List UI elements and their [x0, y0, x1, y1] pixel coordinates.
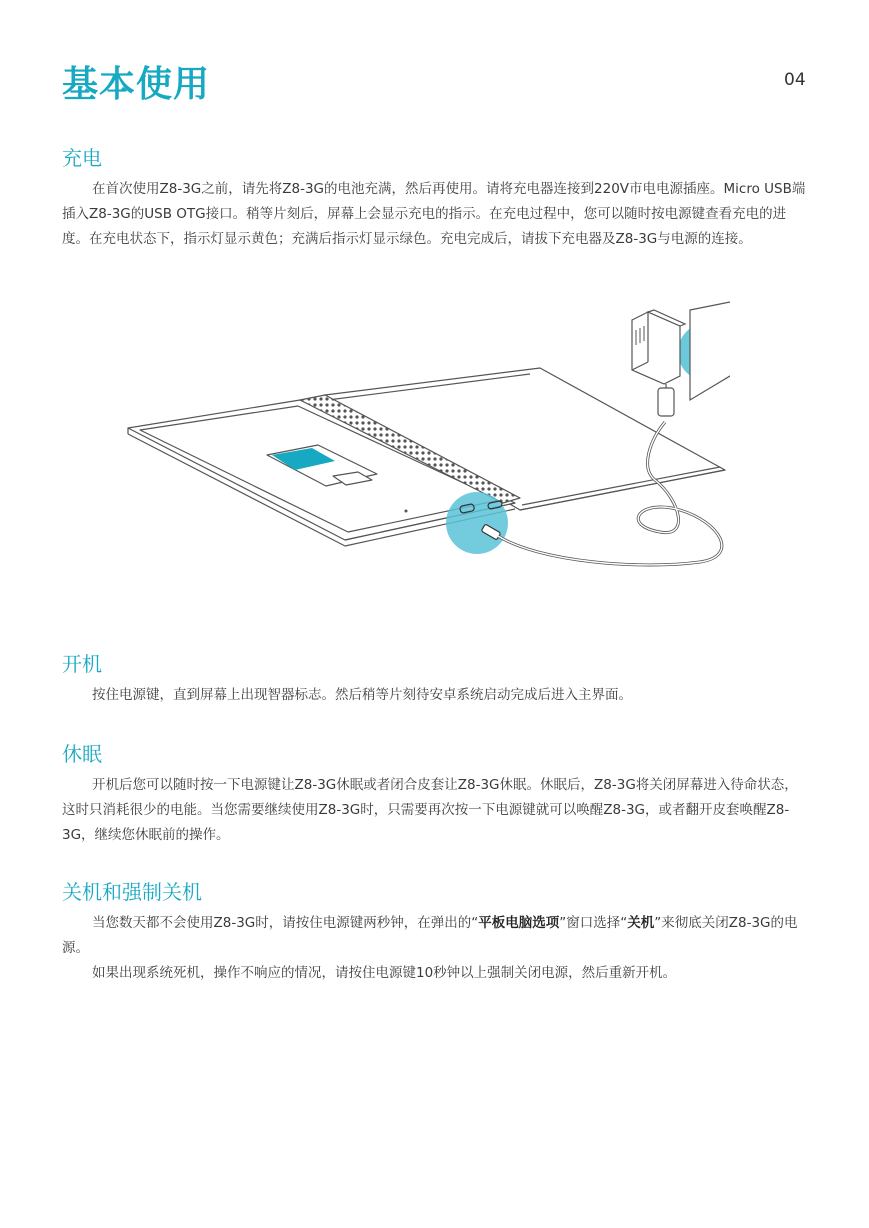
- section-heading-shutdown: 关机和强制关机: [62, 880, 202, 904]
- shutdown-text-3: ”来彻底关闭Z8-3G的电源。: [62, 915, 798, 956]
- force-shutdown-paragraph: 如果出现系统死机，操作不响应的情况，请按住电源键10秒钟以上强制关闭电源，然后重新开机。: [92, 965, 677, 981]
- sleep-paragraph: 开机后您可以随时按一下电源键让Z8-3G休眠或者闭合皮套让Z8-3G休眠。休眠后，Z8-3G将关闭屏幕进入待命状态，这时只消耗很少的电能。当您需要继续使用Z8-3G时，只需要再次按一下电源键就可以唤醒Z8-3G，或者翻开皮套唤醒Z8-3G，继续您休眠前的操作。: [62, 777, 798, 843]
- wall-plate: [690, 300, 730, 400]
- shutdown-paragraph: [62, 911, 807, 961]
- section-sleep: [62, 738, 807, 848]
- section-heading-charging: 充电: [62, 146, 102, 170]
- usb-plug: [658, 388, 674, 416]
- section-heading-sleep: 休眠: [62, 742, 102, 766]
- section-heading-power-on: 开机: [62, 652, 102, 676]
- charging-illustration: [120, 300, 730, 590]
- section-charging: [62, 142, 807, 252]
- power-off-label: 关机: [627, 915, 655, 931]
- section-power-on: [62, 648, 807, 708]
- power-on-paragraph: 按住电源键，直到屏幕上出现智器标志。然后稍等片刻待安卓系统启动完成后进入主界面。: [92, 687, 632, 703]
- page-title: 基本使用: [62, 64, 211, 105]
- tablet-options-label: 平板电脑选项: [478, 915, 560, 931]
- shutdown-text-1: 当您数天都不会使用Z8-3G时，请按住电源键两秒钟，在弹出的“: [92, 915, 479, 931]
- section-shutdown: [62, 876, 807, 986]
- shutdown-text-2: ”窗口选择“: [559, 915, 628, 931]
- page-number: 04: [784, 70, 806, 90]
- charging-paragraph: 在首次使用Z8-3G之前，请先将Z8-3G的电池充满，然后再使用。请将充电器连接到220V市电电源插座。Micro USB端插入Z8-3G的USB OTG接口。稍等片刻后，屏幕上会显示充电的指示。在充电过程中，您可以随时按电源键查看充电的进度。在充电状态下，指示灯显示黄色；充满后指示灯显示绿色。充电完成后，请拔下充电器及Z8-3G与电源的连接。: [62, 181, 806, 247]
